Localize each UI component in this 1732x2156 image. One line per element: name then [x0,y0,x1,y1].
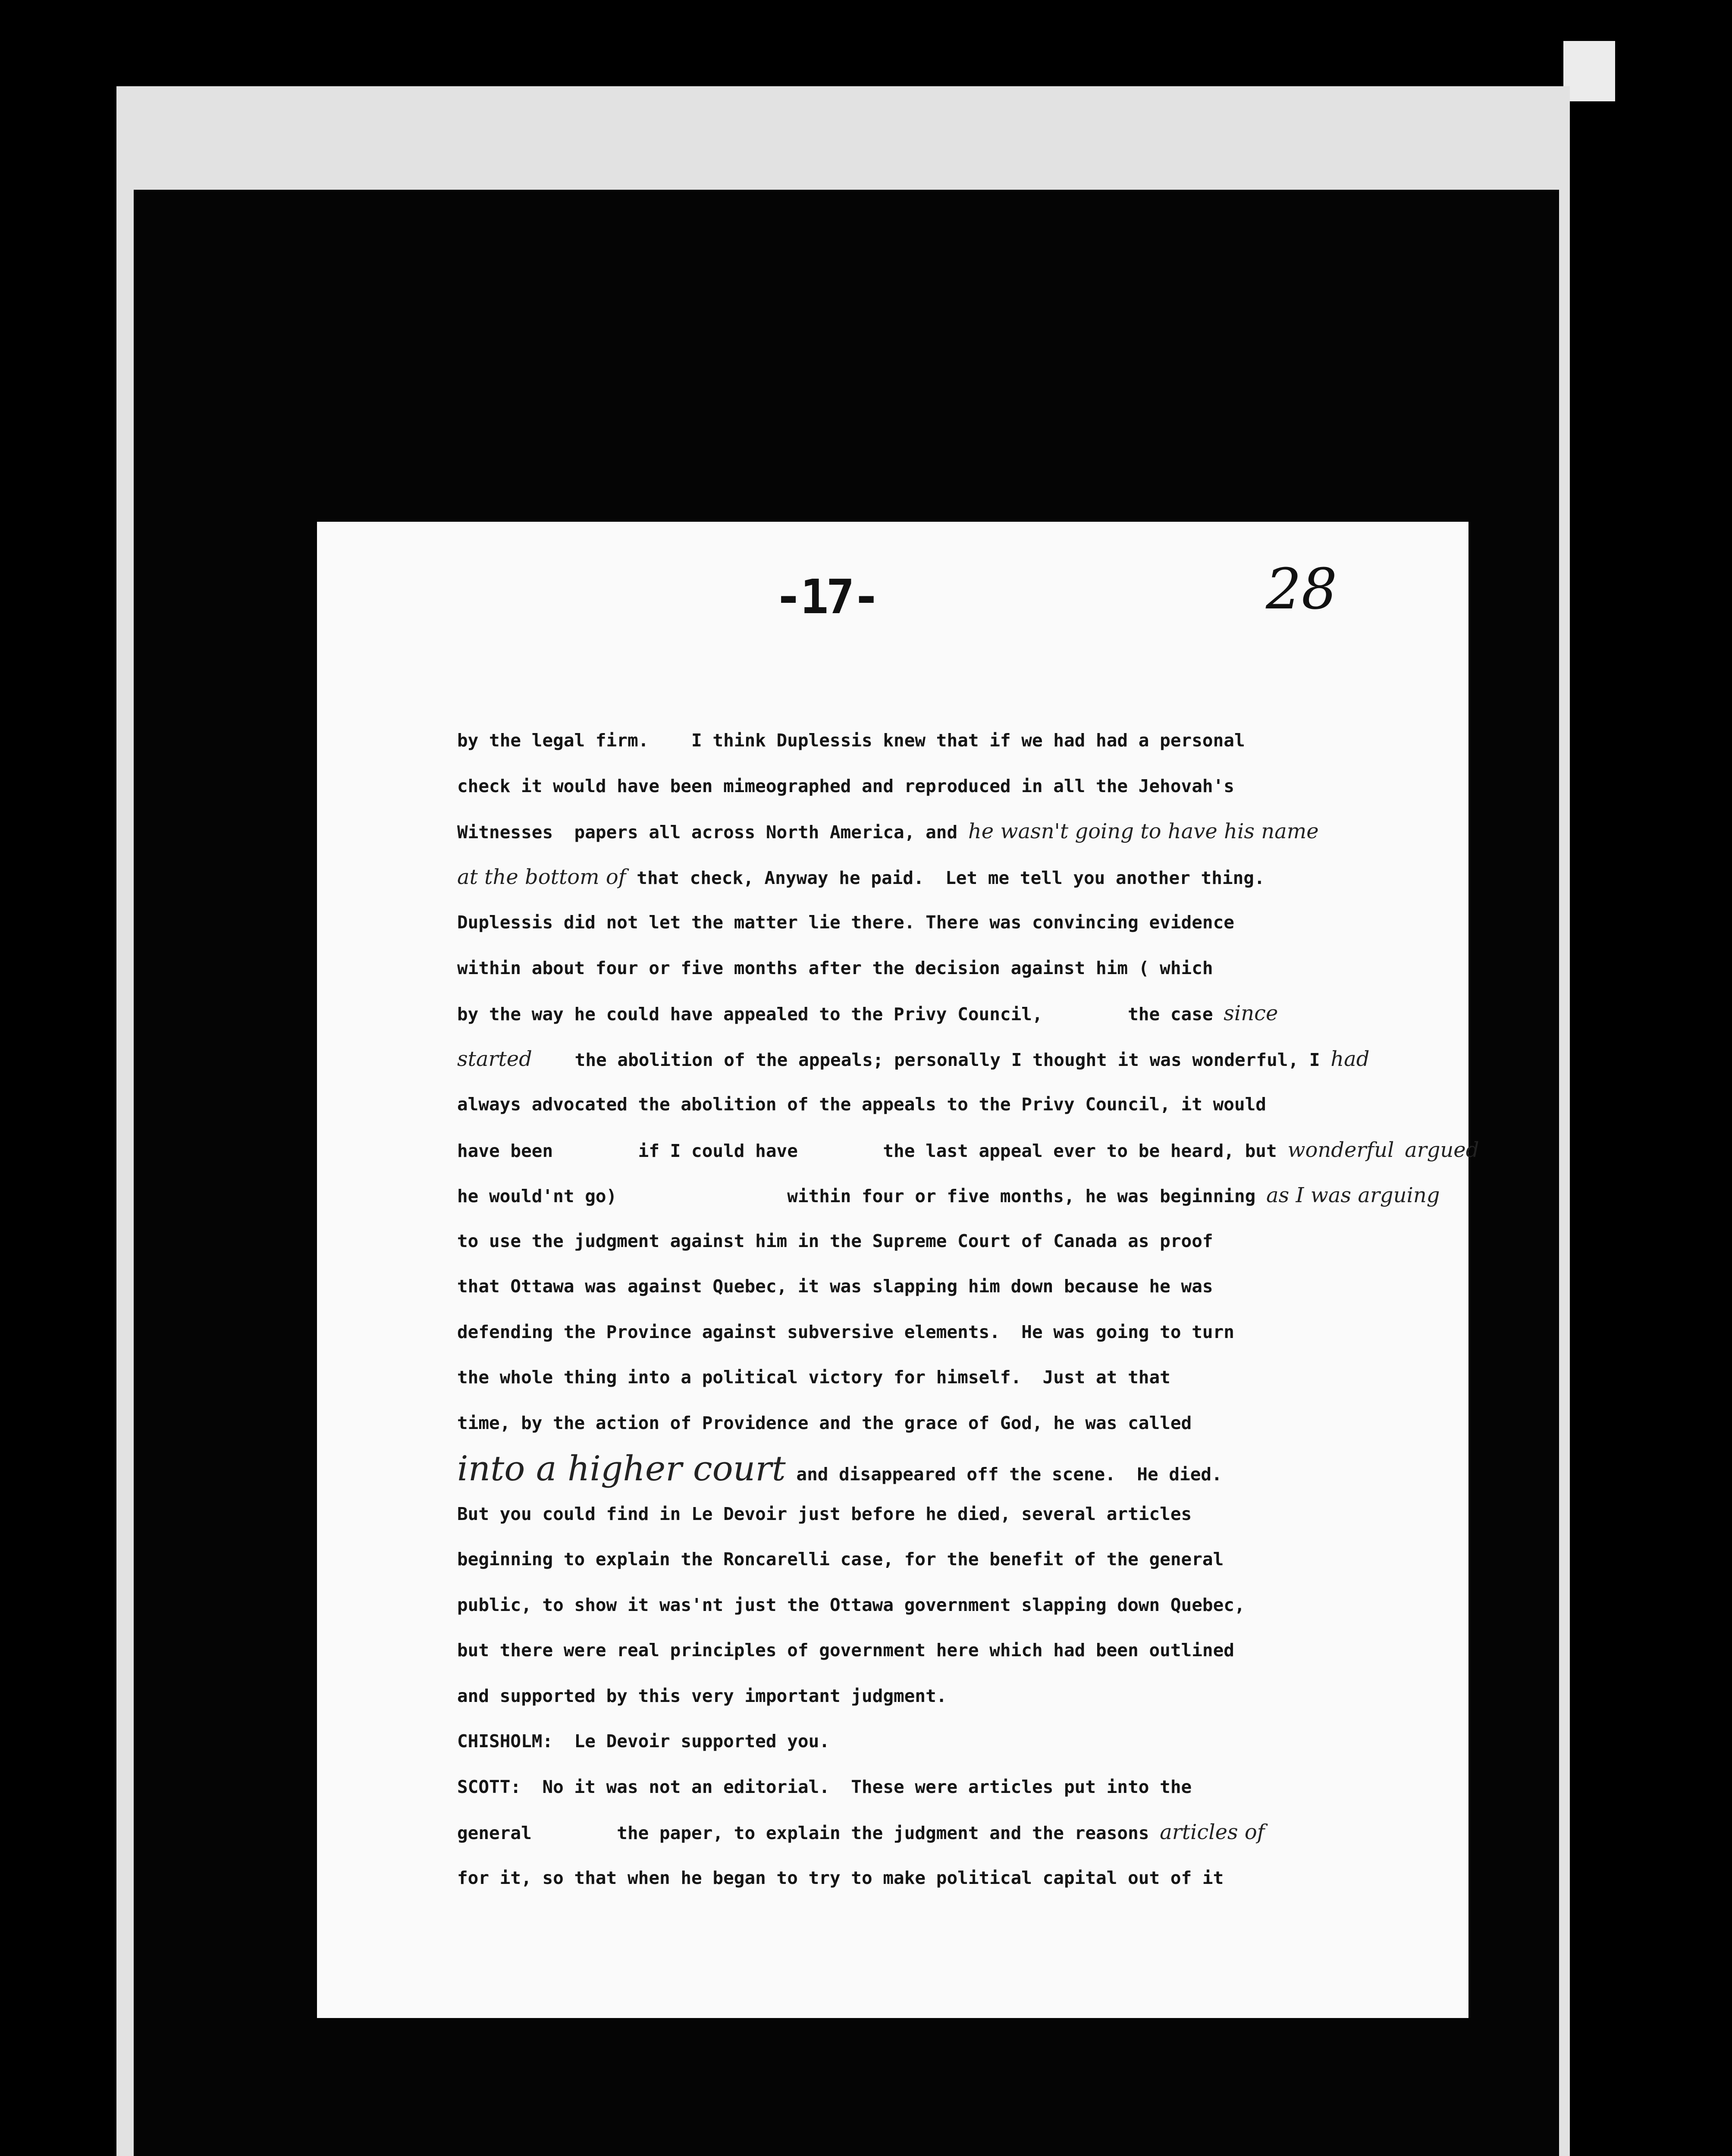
handwritten-annotation: into a higher court [457,1448,786,1489]
transcript-line: public, to show it was'nt just the Ottawa government slapping down Quebec, [457,1594,1245,1615]
typed-page-number: -17- [774,569,878,624]
transcript-line: Duplessis did not let the matter lie there. There was convincing evidence [457,912,1234,933]
transcript-line: always advocated the abolition of the appeals to the Privy Council, it would [457,1094,1266,1115]
transcript-line [457,1446,1445,1492]
transcript-line [457,1128,1479,1173]
transcript-line-text: and disappeared off the scene. He died. [796,1464,1222,1485]
transcript-line: defending the Province against subversive elements. He was going to turn [457,1321,1234,1342]
transcript-line: SCOTT: No it was not an editorial. These were articles put into the [457,1776,1192,1797]
transcript-line: CHISHOLM: Le Devoir supported you. [457,1731,830,1752]
transcript-line-text: general the paper, to explain the judgment and the reasons [457,1823,1149,1843]
transcript-line [457,1173,1445,1219]
transcript-line: But you could find in Le Devoir just before he died, several articles [457,1503,1192,1524]
transcript-line-text: that check, Anyway he paid. Let me tell you another thing. [637,867,1265,888]
transcript-line: time, by the action of Providence and the grace of God, he was called [457,1412,1192,1433]
handwritten-annotation: argued [1405,1138,1479,1162]
transcript-line: for it, so that when he began to try to make political capital out of it [457,1867,1224,1888]
transcript-line: and supported by this very important judgment. [457,1685,947,1706]
transcript-line-text: by the way he could have appealed to the Privy Council, the case [457,1004,1213,1025]
transcript-line: within about four or five months after the decision against him ( which [457,957,1213,978]
handwritten-page-number: 28 [1266,556,1337,622]
handwritten-annotation: had [1330,1047,1370,1071]
transcript-line: check it would have been mimeographed and reproduced in all the Jehovah's [457,775,1234,796]
typed-page [317,522,1479,2018]
handwritten-annotation: as I was arguing [1266,1183,1440,1207]
handwritten-annotation: started [457,1047,532,1071]
handwritten-annotation: at the bottom of [457,865,626,889]
transcript-line: the whole thing into a political victory for himself. Just at that [457,1367,1170,1388]
transcript-line [457,1810,1445,1855]
transcript-line-text: the abolition of the appeals; personally I thought it was wonderful, I [532,1049,1320,1070]
transcript-line-text: he would'nt go) within four or five months, he was beginning [457,1186,1256,1206]
mount-tab [1563,41,1615,101]
transcript-line-text: have been if I could have the last appeal ever to be heard, but [457,1140,1277,1161]
transcript-line [457,1037,1445,1082]
transcript-line [457,991,1445,1037]
handwritten-annotation: since [1224,1001,1278,1025]
transcript-line-text: Witnesses papers all across North America, and [457,822,958,843]
transcript-body [457,718,1479,1901]
transcript-line: beginning to explain the Roncarelli case, for the benefit of the general [457,1549,1224,1570]
transcript-line: that Ottawa was against Quebec, it was slapping him down because he was [457,1276,1213,1297]
handwritten-annotation: articles of [1160,1820,1265,1844]
transcript-line: but there were real principles of government here which had been outlined [457,1640,1234,1661]
handwritten-annotation: wonderful [1287,1138,1394,1162]
transcript-line [457,855,1445,900]
transcript-line [457,809,1445,855]
transcript-line: by the legal firm. I think Duplessis knew that if we had had a personal [457,730,1245,751]
transcript-line: to use the judgment against him in the Supreme Court of Canada as proof [457,1230,1213,1251]
handwritten-annotation: he wasn't going to have his name [968,819,1319,843]
